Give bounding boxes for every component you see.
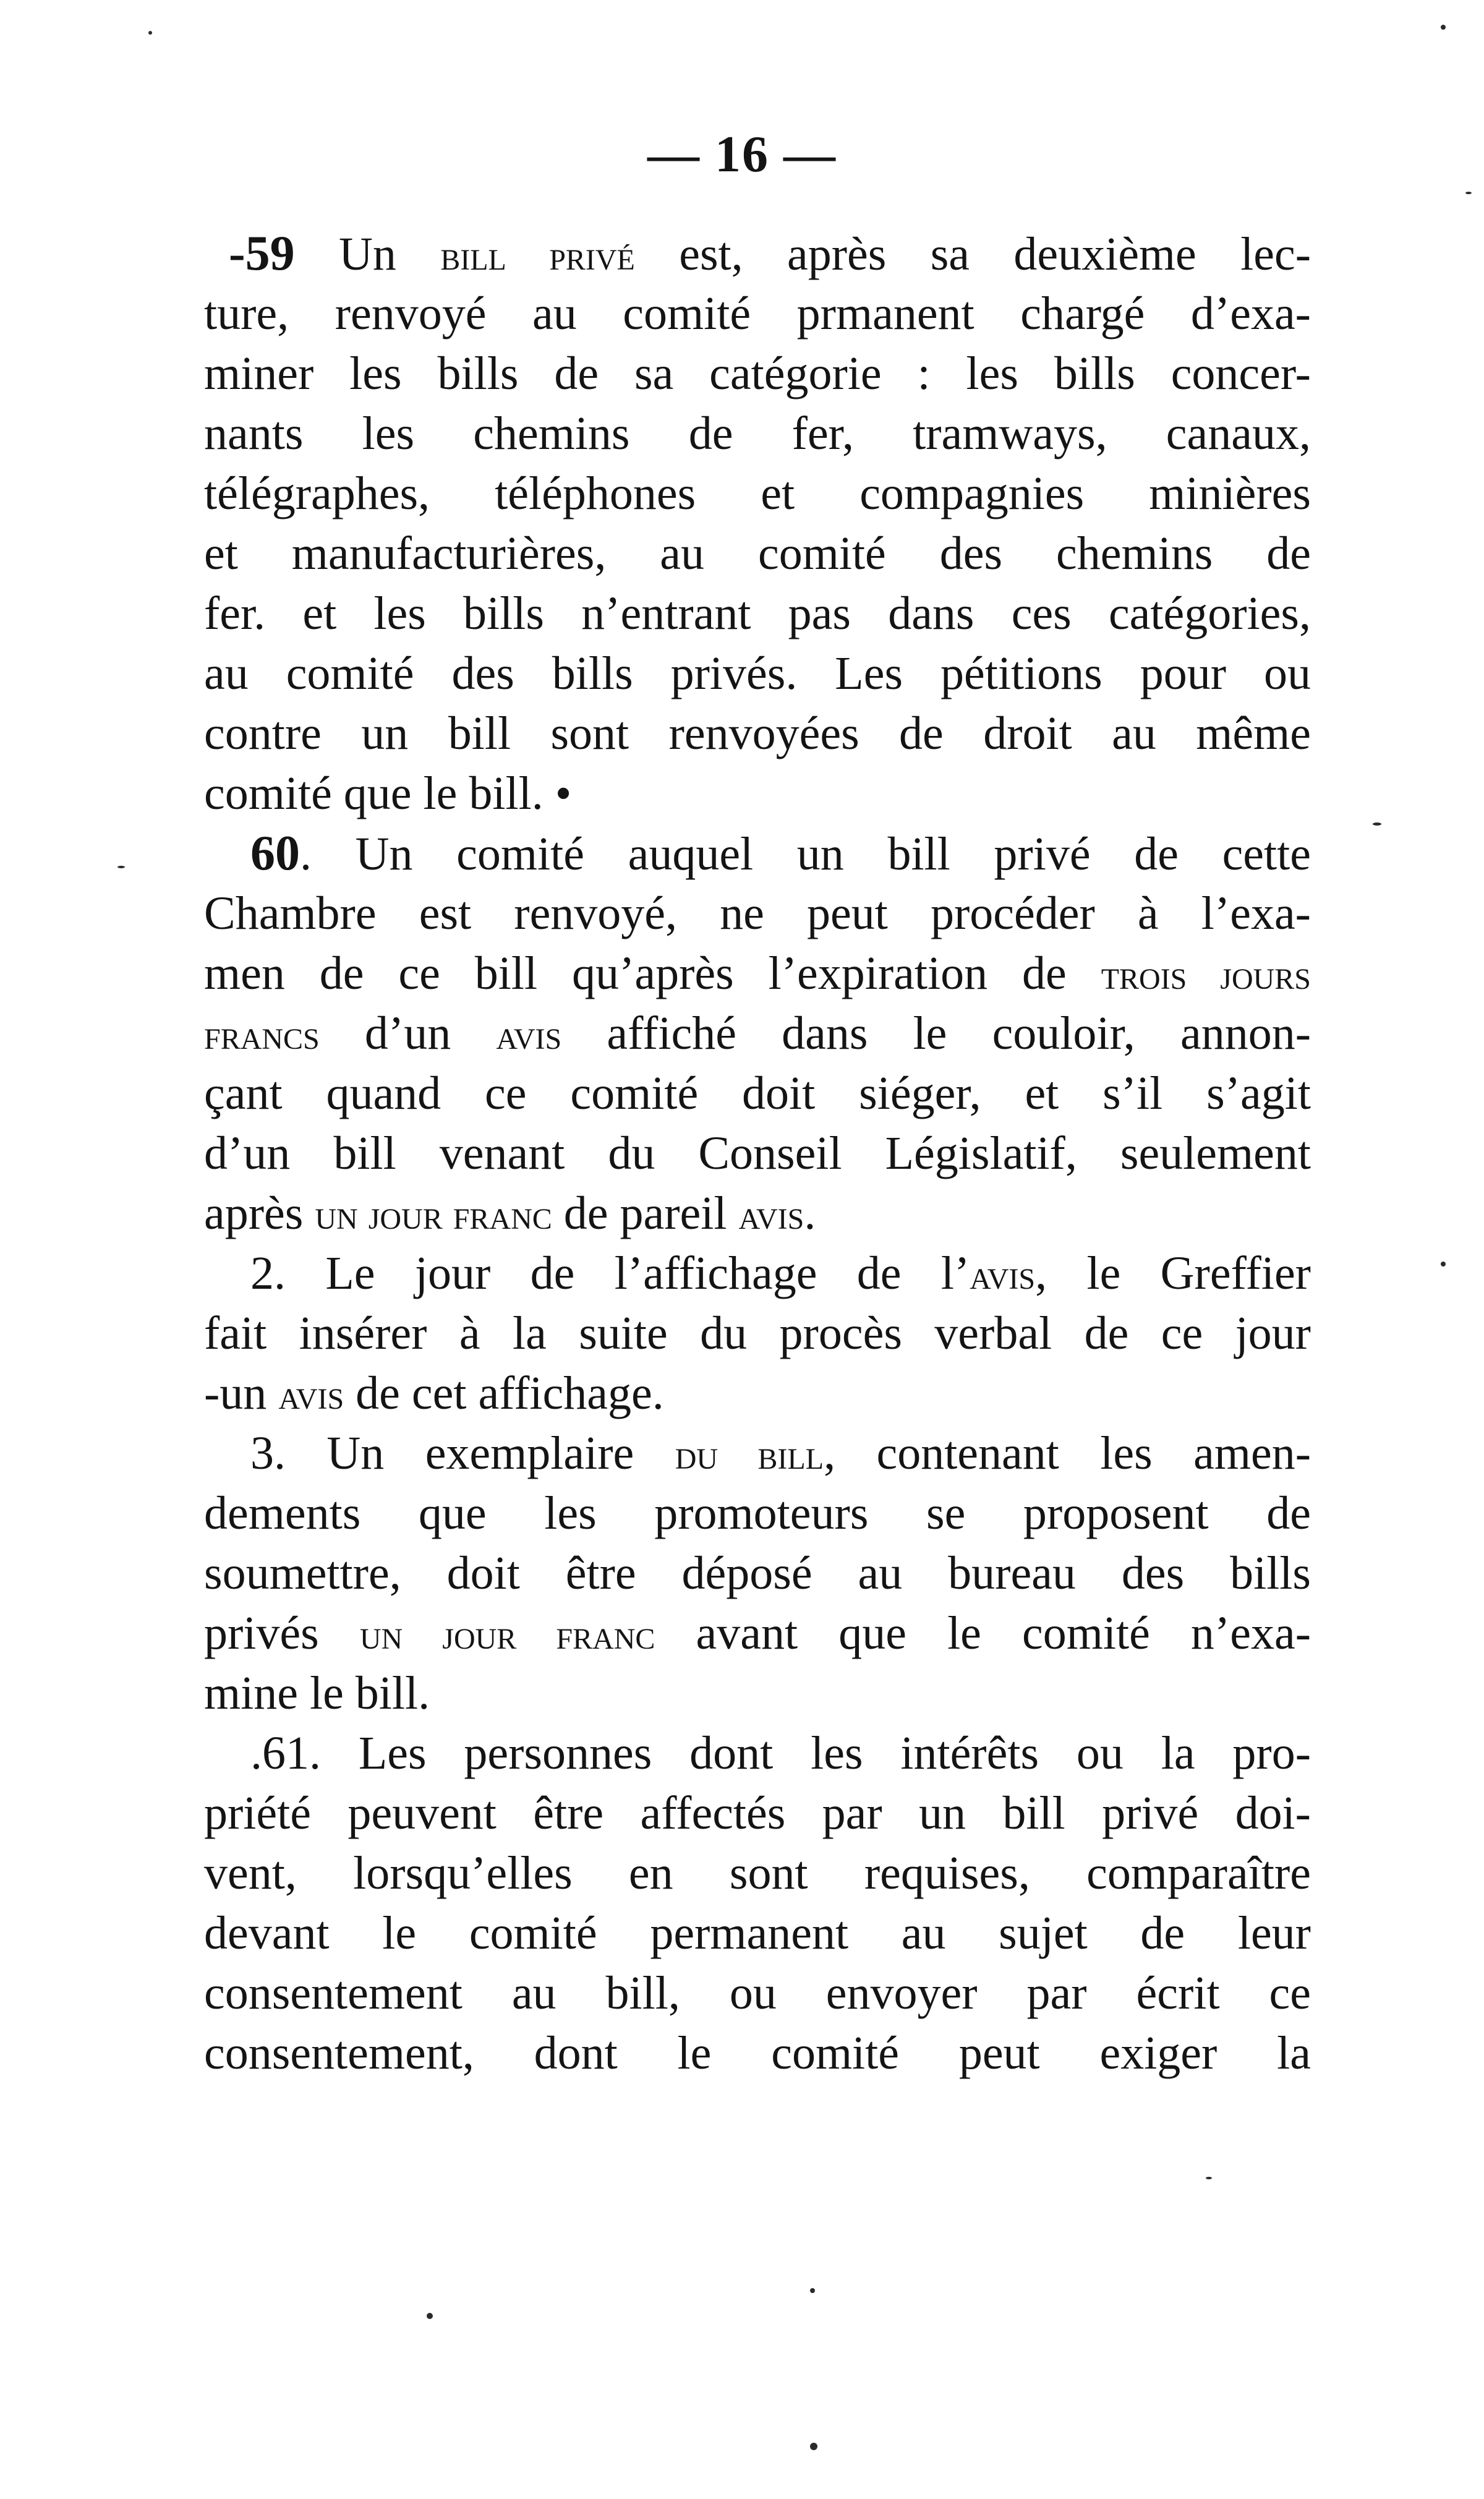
small-caps-term: avis [970,1251,1036,1298]
text-run: nants les chemins de fer, tramways, canaux, [204,408,1311,459]
text-line [204,1304,1311,1364]
page-number: — 16 — [647,126,837,183]
scan-speck [1441,1262,1446,1267]
text-run: devant le comité permanent au sujet de leur [204,1907,1311,1959]
text-run: soumettre, doit être déposé au bureau des bills [204,1547,1311,1599]
text-run: privés [204,1607,360,1659]
text-run: d’un [319,1007,497,1059]
text-line [204,1124,1311,1184]
scan-speck [1373,822,1381,826]
text-line [204,884,1311,944]
text-run: fait insérer à la suite du procès verbal de ce jour [204,1307,1311,1359]
text-run: et manufacturières, au comité des chemins de [204,528,1311,579]
text-run: consentement, dont le comité peut exiger la [204,2027,1311,2079]
scan-speck [1465,192,1472,194]
text-run: comité que le bill. • [204,767,572,819]
text-line [204,644,1311,704]
small-caps-term: francs [204,1011,320,1058]
text-run: est, après sa deuxième lec- [634,228,1311,280]
text-run: .61. Les personnes dont les intérêts ou la pro- [250,1727,1311,1779]
text-run: au comité des bills privés. Les pétitions pour ou [204,647,1311,699]
text-line [204,1064,1311,1124]
text-line [204,704,1311,764]
paragraph [204,824,1311,1244]
text-line [204,1484,1311,1544]
text-run: . Un comité auquel un bill privé de cette [300,828,1311,880]
text-line [204,1004,1311,1064]
text-run: de cet affichage. [344,1367,664,1419]
text-run: affiché dans le couloir, annon- [561,1007,1311,1059]
paragraph [204,1724,1311,2083]
small-caps-term: du bill [675,1431,824,1478]
small-caps-term: un jour franc [315,1191,552,1238]
text-run: avant que le comité n’exa- [655,1607,1311,1659]
text-run: d’un bill venant du Conseil Législatif, seulement [204,1127,1311,1179]
paragraph [204,1244,1311,1424]
text-line [204,1664,1311,1724]
text-run: fer. et les bills n’entrant pas dans ces catégories, [204,587,1311,639]
small-caps-term: avis [278,1371,344,1418]
scan-speck [1441,25,1446,30]
paragraph [204,1424,1311,1724]
scan-speck [148,31,152,35]
text-run: ture, renvoyé au comité prmanent chargé d’exa- [204,288,1311,340]
article-number: 60 [250,826,300,881]
small-caps-term: trois jours [1101,951,1311,998]
text-line [204,584,1311,644]
small-caps-term: avis [738,1191,804,1238]
text-run: , le Greffier [1035,1247,1311,1299]
body-text [204,224,1311,2083]
text-line [204,2023,1311,2083]
text-run: consentement au bill, ou envoyer par écrit ce [204,1967,1311,2019]
text-line [204,1424,1311,1484]
text-run: de pareil [552,1187,739,1239]
paragraph [204,224,1311,824]
text-run: vent, lorsqu’elles en sont requises, comparaître [204,1847,1311,1899]
text-run: mine le bill. [204,1667,430,1719]
text-line [204,344,1311,404]
text-line [204,764,1311,824]
text-line [204,1364,1311,1424]
text-line [204,464,1311,524]
scan-speck [810,2288,815,2293]
scan-speck [427,2313,433,2319]
scan-speck [810,2443,817,2450]
scan-speck [1206,2177,1212,2179]
text-line [204,944,1311,1004]
text-line [204,284,1311,344]
text-run: télégraphes, téléphones et compagnies minières [204,468,1311,519]
text-line [204,824,1311,884]
text-line [204,1604,1311,1664]
article-number: -59 [229,226,295,281]
text-run: çant quand ce comité doit siéger, et s’il s’agit [204,1067,1311,1119]
text-run: miner les bills de sa catégorie : les bills concer- [204,348,1311,399]
text-run: 2. Le jour de l’affichage de l’ [250,1247,970,1299]
text-run: -un [204,1367,279,1419]
text-run: Chambre est renvoyé, ne peut procéder à l’exa- [204,887,1311,939]
text-line [204,1903,1311,1963]
text-run: . [804,1187,816,1239]
small-caps-term: un jour franc [359,1611,655,1658]
text-line [204,1963,1311,2023]
text-run: après [204,1187,315,1239]
text-run: priété peuvent être affectés par un bill privé doi- [204,1787,1311,1839]
text-run: contre un bill sont renvoyées de droit au même [204,707,1311,759]
text-run: , contenant les amen- [824,1427,1311,1479]
text-line [204,404,1311,464]
text-line [204,1244,1311,1304]
text-run: 3. Un exemplaire [250,1427,675,1479]
text-line [204,1544,1311,1604]
scan-speck [117,866,125,868]
text-line [204,1843,1311,1903]
text-run: Un [294,228,441,280]
text-line [204,1724,1311,1783]
text-line [204,1184,1311,1244]
text-line [204,524,1311,584]
text-run: dements que les promoteurs se proposent de [204,1487,1311,1539]
small-caps-term: bill privé [440,232,635,279]
text-line [204,1783,1311,1843]
text-line [204,224,1311,284]
text-run: men de ce bill qu’après l’expiration de [204,947,1101,999]
small-caps-term: avis [496,1011,562,1058]
